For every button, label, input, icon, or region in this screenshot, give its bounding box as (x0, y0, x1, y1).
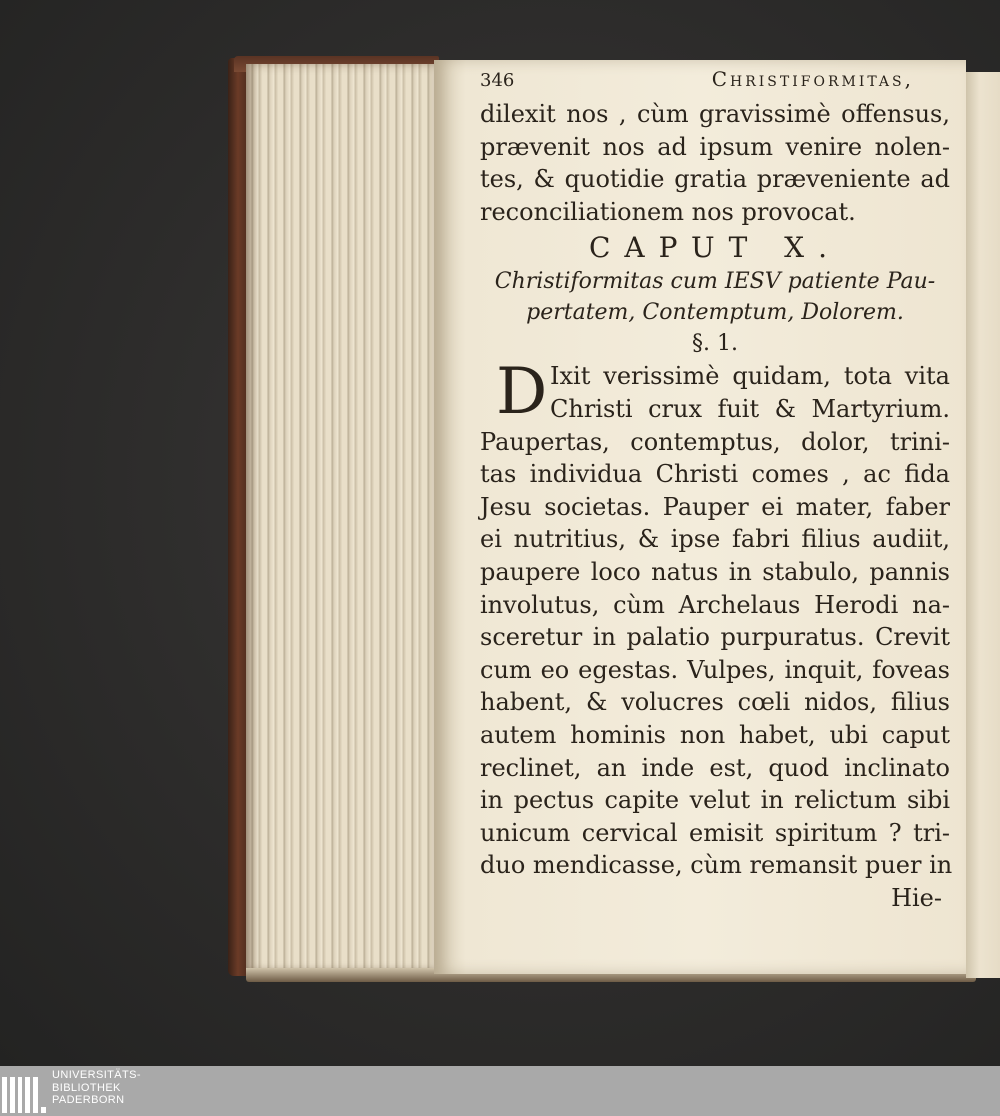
text-line: duo mendicasse, cùm remansit puer in (480, 851, 953, 880)
text-line: Ixit verissimè quidam, tota vita (550, 362, 950, 391)
text-line: paupere loco natus in stabulo, pannis (480, 557, 950, 586)
drop-cap: D (496, 355, 548, 430)
text-line: reclinet, an inde est, quod inclinato (480, 753, 950, 782)
library-name-line: PADERBORN (52, 1094, 125, 1106)
text-line: habent, & volucres cœli nidos, filius (480, 688, 950, 717)
catchword: Hie- (891, 883, 942, 912)
text-line: reconciliationem nos provocat. (480, 197, 856, 226)
library-name-line: BIBLIOTHEK (52, 1081, 121, 1094)
page-number: 346 (480, 70, 515, 91)
text-line: tes, & quotidie gratia præveniente ad (480, 165, 950, 194)
section-number: §. 1. (692, 331, 738, 357)
page-stack (246, 64, 436, 976)
text-line: ei nutritius, & ipse fabri filius audiit, (480, 525, 950, 554)
page-text (480, 62, 953, 914)
page-header (480, 62, 950, 98)
text-line: Jesu societas. Pauper ei mater, faber (480, 492, 950, 521)
text-line: Paupertas, contemptus, dolor, trini- (480, 427, 950, 456)
library-bars-logo-icon (2, 1069, 46, 1113)
text-line: tas individua Christi comes , ac fida (480, 460, 950, 489)
library-name-line: UNIVERSITÄTS- (52, 1069, 141, 1081)
text-line: prævenit nos ad ipsum venire nolen- (480, 132, 950, 161)
chapter-subtitle-line: Christiformitas cum IESV patiente Pau- (494, 269, 936, 295)
text-line: cum eo egestas. Vulpes, inquit, foveas (480, 655, 950, 684)
text-line: dilexit nos , cùm gravissimè offensus, (480, 100, 950, 128)
library-name (52, 1069, 141, 1107)
text-line: unicum cervical emisit spiritum ? tri- (480, 818, 950, 847)
paragraph (480, 355, 953, 882)
text-line: sceretur in palatio purpuratus. Crevit (480, 623, 950, 652)
text-line: in pectus capite velut in relictum sibi (480, 786, 950, 815)
text-line: autem hominis non habet, ubi caput (480, 720, 950, 749)
library-footer-bar (0, 1066, 1000, 1116)
chapter-subtitle-line: pertatem, Contemptum, Dolorem. (526, 300, 904, 326)
text-line: Christi crux fuit & Martyrium. (550, 394, 950, 423)
facing-page-edge (966, 72, 1000, 978)
chapter-heading: CAPUT X. (589, 231, 841, 265)
text-line: involutus, cùm Archelaus Herodi na- (480, 590, 950, 619)
running-head: Christiformitas, (711, 67, 914, 91)
